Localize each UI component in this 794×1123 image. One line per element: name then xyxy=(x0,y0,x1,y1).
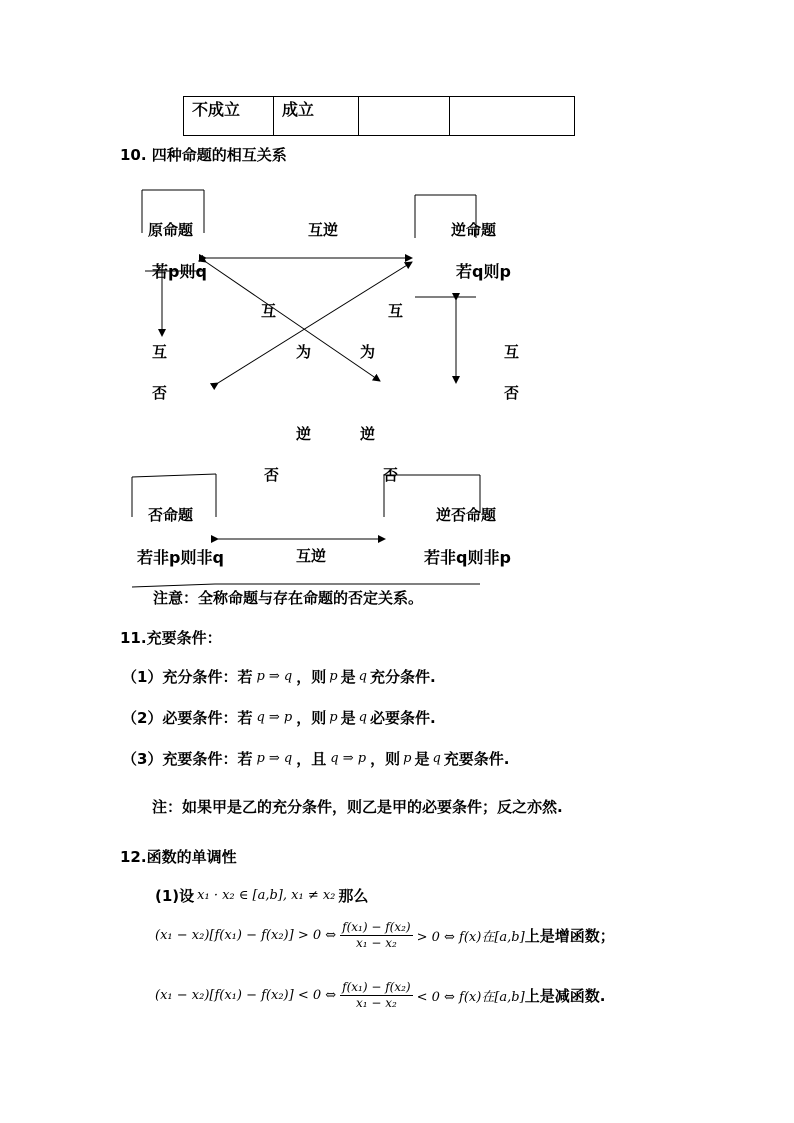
fraction: $\frac{\text{f(x₁) − f(x₂)}}{\text{x₁ − x₂}}$ xyxy=(342,980,411,1010)
top-relation-label: 互逆 xyxy=(308,221,339,239)
right-relation-char: 否 xyxy=(504,384,520,402)
section-10-title: 10. 四种命题的相互关系 xyxy=(120,146,287,164)
note-negation: 注意：全称命题与存在命题的否定关系。 xyxy=(153,589,424,607)
diag-relation-char: 逆 xyxy=(296,425,312,443)
original-title: 原命题 xyxy=(148,221,194,239)
table-cell: 成立 xyxy=(274,97,359,136)
section-12-title: 12.函数的单调性 xyxy=(120,848,237,866)
contrapositive-arrow xyxy=(206,262,380,381)
diag-relation-char: 为 xyxy=(296,343,312,361)
table-cell: 不成立 xyxy=(184,97,274,136)
sufficient-condition-line: （1）充分条件：若 p ⇒ q ，则 p 是 q 充分条件. xyxy=(122,668,436,686)
monotonic-setup-line: (1)设 x₁ · x₂ ∈ [a,b], x₁ ≠ x₂ 那么 xyxy=(155,887,369,905)
inverse-title: 否命题 xyxy=(148,506,194,524)
decreasing-function-line: (x₁ − x₂)[f(x₁) − f(x₂)] < 0 ⇔ $\frac{\text{f(x₁) − f(x₂)}}{\text{x₁ − x₂}}$ < 0 ⇔ f(x)在[a,b] 上是减函数. xyxy=(155,980,606,1010)
contrapositive-arrow xyxy=(218,262,412,383)
inverse-statement: 若非p则非q xyxy=(137,548,224,567)
diag-relation-char: 为 xyxy=(360,343,376,361)
section-11-title: 11.充要条件： xyxy=(120,629,222,647)
contrapositive-title: 逆否命题 xyxy=(436,506,497,524)
necessary-condition-line: （2）必要条件：若 q ⇒ p ，则 p 是 q 必要条件. xyxy=(122,709,436,727)
left-relation-char: 否 xyxy=(152,384,168,402)
bottom-relation-label: 互逆 xyxy=(296,547,327,565)
diag-relation-char: 否 xyxy=(383,466,399,484)
box-border xyxy=(132,474,216,477)
diag-relation-char: 否 xyxy=(264,466,280,484)
sufficient-necessary-condition-line: （3）充要条件：若 p ⇒ q ，且 q ⇒ p ，则 p 是 q 充要条件. xyxy=(122,750,510,768)
fraction: $\frac{\text{f(x₁) − f(x₂)}}{\text{x₁ − x₂}}$ xyxy=(342,920,411,950)
converse-title: 逆命题 xyxy=(451,221,497,239)
diag-relation-char: 逆 xyxy=(360,425,376,443)
converse-statement: 若q则p xyxy=(456,262,511,281)
right-relation-char: 互 xyxy=(504,343,520,361)
diag-relation-char: 互 xyxy=(388,302,404,320)
left-relation-char: 互 xyxy=(152,343,168,361)
original-statement: 若p则q xyxy=(152,262,207,281)
contrapositive-statement: 若非q则非p xyxy=(424,548,511,567)
diag-relation-char: 互 xyxy=(261,302,277,320)
condition-note: 注：如果甲是乙的充分条件，则乙是甲的必要条件；反之亦然. xyxy=(152,798,563,816)
increasing-function-line: (x₁ − x₂)[f(x₁) − f(x₂)] > 0 ⇔ $\frac{\text{f(x₁) − f(x₂)}}{\text{x₁ − x₂}}$ > 0 ⇔ f(x)在[a,b] 上是增函数； xyxy=(155,920,615,950)
